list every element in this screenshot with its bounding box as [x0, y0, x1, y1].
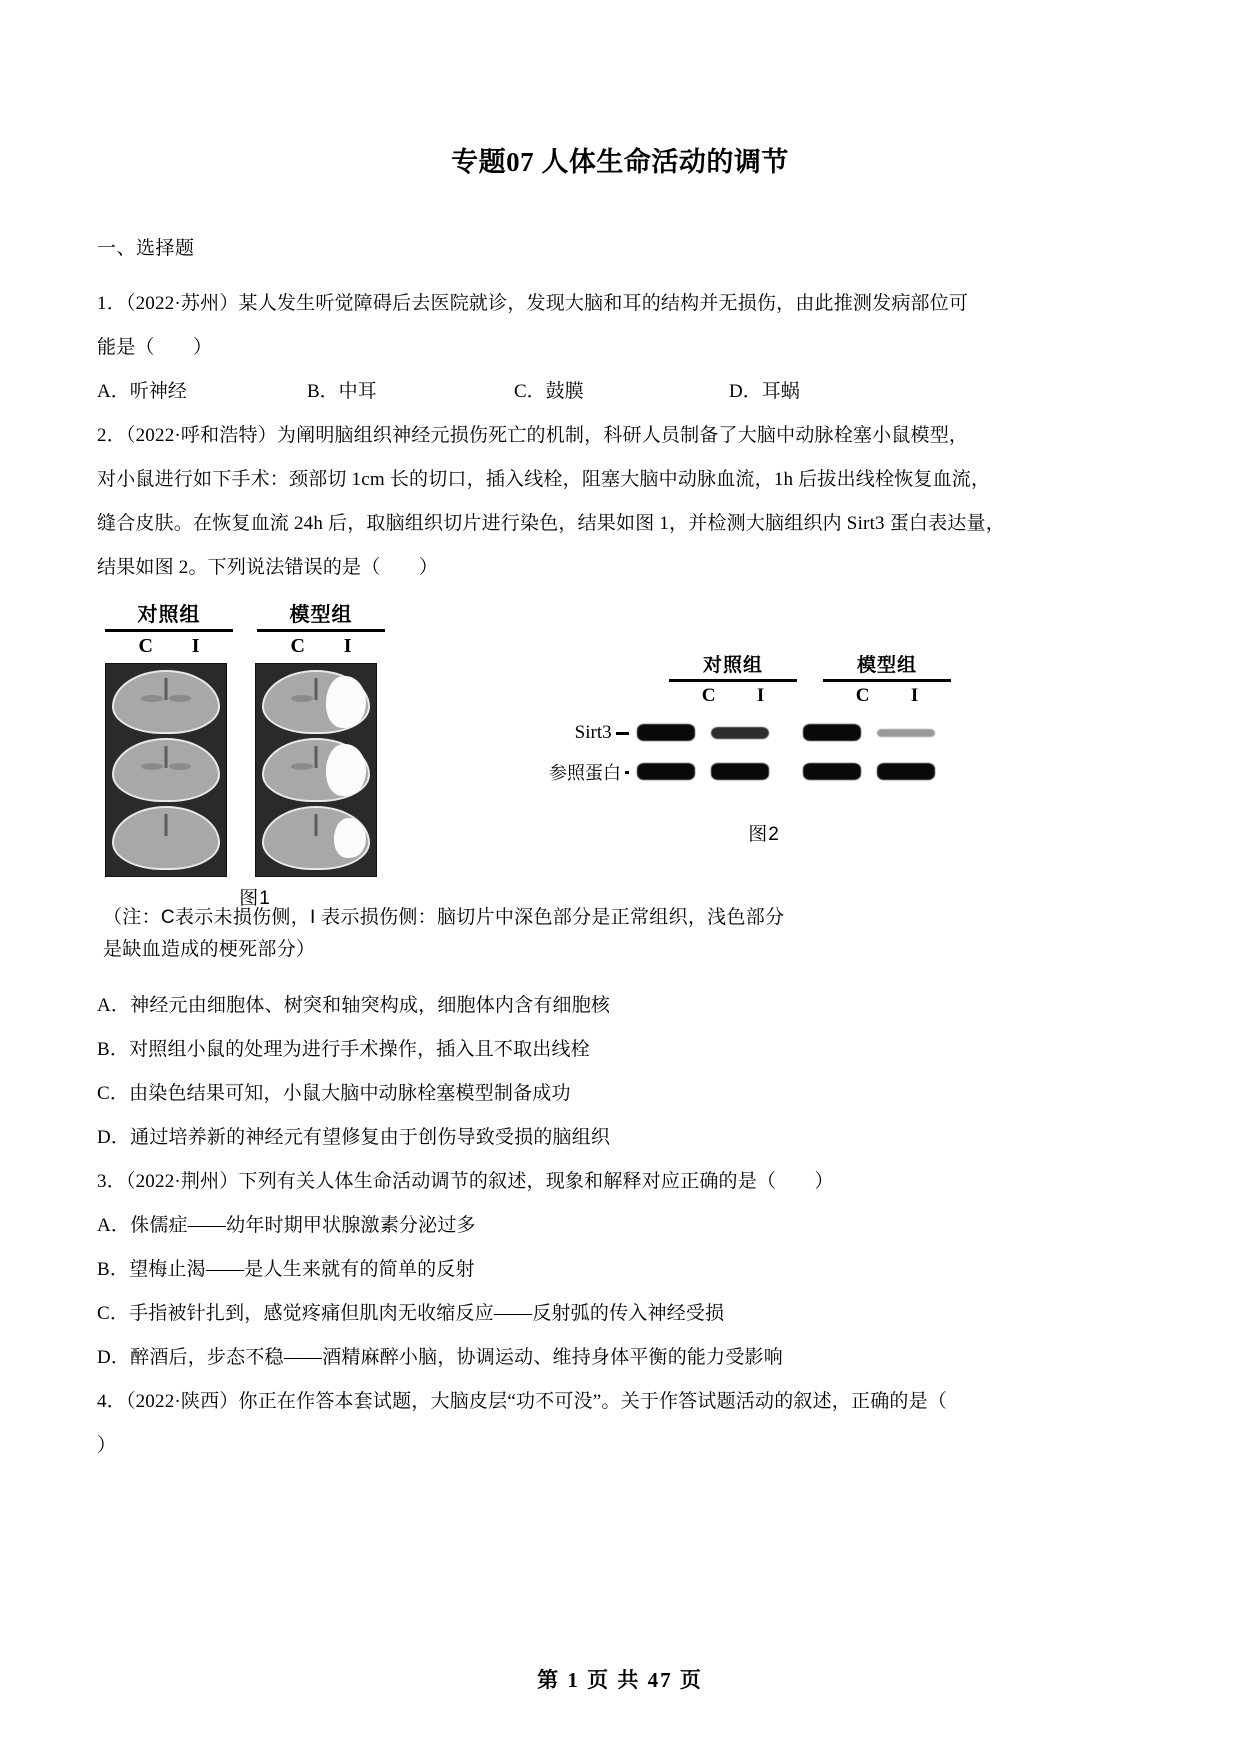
blot-pointer-dash-icon: [616, 732, 629, 735]
figure-1-headers: [105, 598, 405, 658]
figure-1-group-control-lanes: [105, 635, 233, 658]
figure-1-group-model-lanes: [257, 635, 385, 658]
blot-lane: [875, 721, 937, 745]
page-footer: 第 1 页 共 47 页: [537, 1668, 703, 1692]
figure-1-lane-c: C: [138, 635, 153, 657]
figure-2-group-model-label: 模型组: [856, 655, 917, 676]
figure-2-headers: [669, 650, 949, 707]
figure-2-caption: 图2: [748, 824, 780, 845]
blot-lane: [801, 721, 863, 745]
brain-slice-icon: [114, 672, 218, 732]
figure-2-group-model-rule: [823, 679, 951, 682]
question-4: [97, 1380, 1143, 1468]
figure-1-model-lane-c: C: [290, 635, 305, 657]
figure-1-group-control-rule: [105, 629, 233, 632]
blot-row-reference-protein: [549, 759, 949, 785]
figure-1-caption: 图1: [239, 888, 271, 909]
page-title: 专题07 人体生命活动的调节: [451, 147, 789, 177]
figure-group: [97, 598, 1143, 909]
question-3-option-d: D．醉酒后，步态不稳——酒精麻醉小脑，协调运动、维持身体平衡的能力受影响: [97, 1347, 783, 1368]
blot-lane: [709, 760, 771, 784]
question-2-option-d: D．通过培养新的神经元有望修复由于创伤导致受损的脑组织: [97, 1127, 611, 1148]
figure-2-group-control-label: 对照组: [702, 655, 763, 676]
brain-slice-icon: [264, 672, 368, 732]
blot-row-sirt3-label: Sirt3: [574, 722, 612, 743]
blot-lane: [635, 721, 697, 745]
question-1-option-c: C．鼓膜: [514, 381, 584, 402]
blot-lane: [801, 760, 863, 784]
figure-1-group-control-label: 对照组: [137, 604, 201, 626]
figure-2-model-lane-i: I: [910, 685, 919, 706]
brain-slice-panel-control: [105, 663, 227, 877]
blot-pointer-dash-icon: [625, 771, 629, 774]
question-2-stem-line-3: 缝合皮肤。在恢复血流 24h 后，取脑组织切片进行染色，结果如图 1，并检测大脑组织内 Sirt3 蛋白表达量，: [97, 513, 1005, 534]
figure-2-group-control-lanes: [669, 685, 797, 707]
question-1: [97, 282, 1143, 414]
figure-note: [103, 902, 1143, 966]
blot-row-sirt3: [549, 721, 949, 745]
figure-1-group-control: [105, 598, 233, 658]
figure-2: [549, 650, 949, 846]
figure-1-group-model: [257, 598, 385, 658]
question-2-stem-line-4: 结果如图 2。下列说法错误的是（ ）: [97, 557, 439, 578]
question-1-options: [97, 370, 1143, 414]
brain-slice-icon: [264, 740, 368, 800]
question-1-stem-line-1: 1．（2022·苏州）某人发生听觉障碍后去医院就诊，发现大脑和耳的结构并无损伤，由此推测发病部位可: [97, 293, 969, 314]
blot-row-reference-protein-label: 参照蛋白: [549, 763, 621, 783]
figure-1-group-model-rule: [257, 629, 385, 632]
figure-note-line-2: 是缺血造成的梗死部分）: [103, 939, 316, 960]
brain-slice-icon: [114, 740, 218, 800]
figure-note-line-1: （注：C表示未损伤侧，I 表示损伤侧：脑切片中深色部分是正常组织，浅色部分: [103, 907, 785, 928]
brain-slice-icon: [264, 808, 368, 868]
question-2-option-c: C．由染色结果可知，小鼠大脑中动脉栓塞模型制备成功: [97, 1083, 571, 1104]
brain-slice-panel-model: [255, 663, 377, 877]
figure-1-group-model-label: 模型组: [289, 604, 353, 626]
question-3-option-a: A．侏儒症——幼年时期甲状腺激素分泌过多: [97, 1215, 476, 1236]
question-2-stem-line-1: 2．（2022·呼和浩特）为阐明脑组织神经元损伤死亡的机制，科研人员制备了大脑中动脉栓塞小鼠模型，: [97, 425, 969, 446]
question-3-stem: 3．（2022·荆州）下列有关人体生命活动调节的叙述，现象和解释对应正确的是（ ）: [97, 1171, 834, 1192]
question-1-option-b: B．中耳: [307, 381, 377, 402]
figure-1: [105, 598, 405, 910]
question-2-stem-line-2: 对小鼠进行如下手术：颈部切 1cm 长的切口，插入线栓，阻塞大脑中动脉血流，1h 后拔出线栓恢复血流，: [97, 469, 991, 490]
figure-2-model-lane-c: C: [855, 685, 870, 706]
question-1-stem-line-2: 能是（ ）: [97, 337, 213, 358]
section-heading: 一、选择题: [97, 238, 195, 259]
question-2-option-b: B．对照组小鼠的处理为进行手术操作，插入且不取出线栓: [97, 1039, 590, 1060]
question-3: [97, 1160, 1143, 1380]
page-content: [97, 140, 1143, 1468]
figure-2-group-control: [669, 650, 797, 707]
question-1-option-d: D．耳蜗: [729, 381, 800, 402]
blot-lane: [709, 721, 771, 745]
figure-2-group-model-lanes: [823, 685, 951, 707]
question-3-option-c: C．手指被针扎到，感觉疼痛但肌肉无收缩反应——反射弧的传入神经受损: [97, 1303, 725, 1324]
figure-1-panels: [105, 663, 405, 877]
question-2: [97, 414, 1143, 1160]
blot-lane: [875, 760, 937, 784]
figure-2-group-model: [823, 650, 951, 707]
figure-1-lane-i: I: [191, 635, 200, 657]
question-4-stem-line-2: ）: [97, 1435, 117, 1456]
brain-slice-icon: [114, 808, 218, 868]
blot-row-sirt3-lanes: [635, 721, 949, 745]
blot-row-reference-protein-lanes: [635, 760, 949, 784]
figure-2-group-control-rule: [669, 679, 797, 682]
question-2-option-a: A．神经元由细胞体、树突和轴突构成，细胞体内含有细胞核: [97, 995, 611, 1016]
question-3-option-b: B．望梅止渴——是人生来就有的简单的反射: [97, 1259, 475, 1280]
figure-1-model-lane-i: I: [343, 635, 352, 657]
question-1-option-a: A．听神经: [97, 381, 187, 402]
figure-2-lane-c: C: [701, 685, 716, 706]
figure-2-lane-i: I: [756, 685, 765, 706]
question-4-stem-line-1: 4．（2022·陕西）你正在作答本套试题，大脑皮层“功不可没”。关于作答试题活动的叙述，正确的是（: [97, 1391, 947, 1412]
blot-lane: [635, 760, 697, 784]
